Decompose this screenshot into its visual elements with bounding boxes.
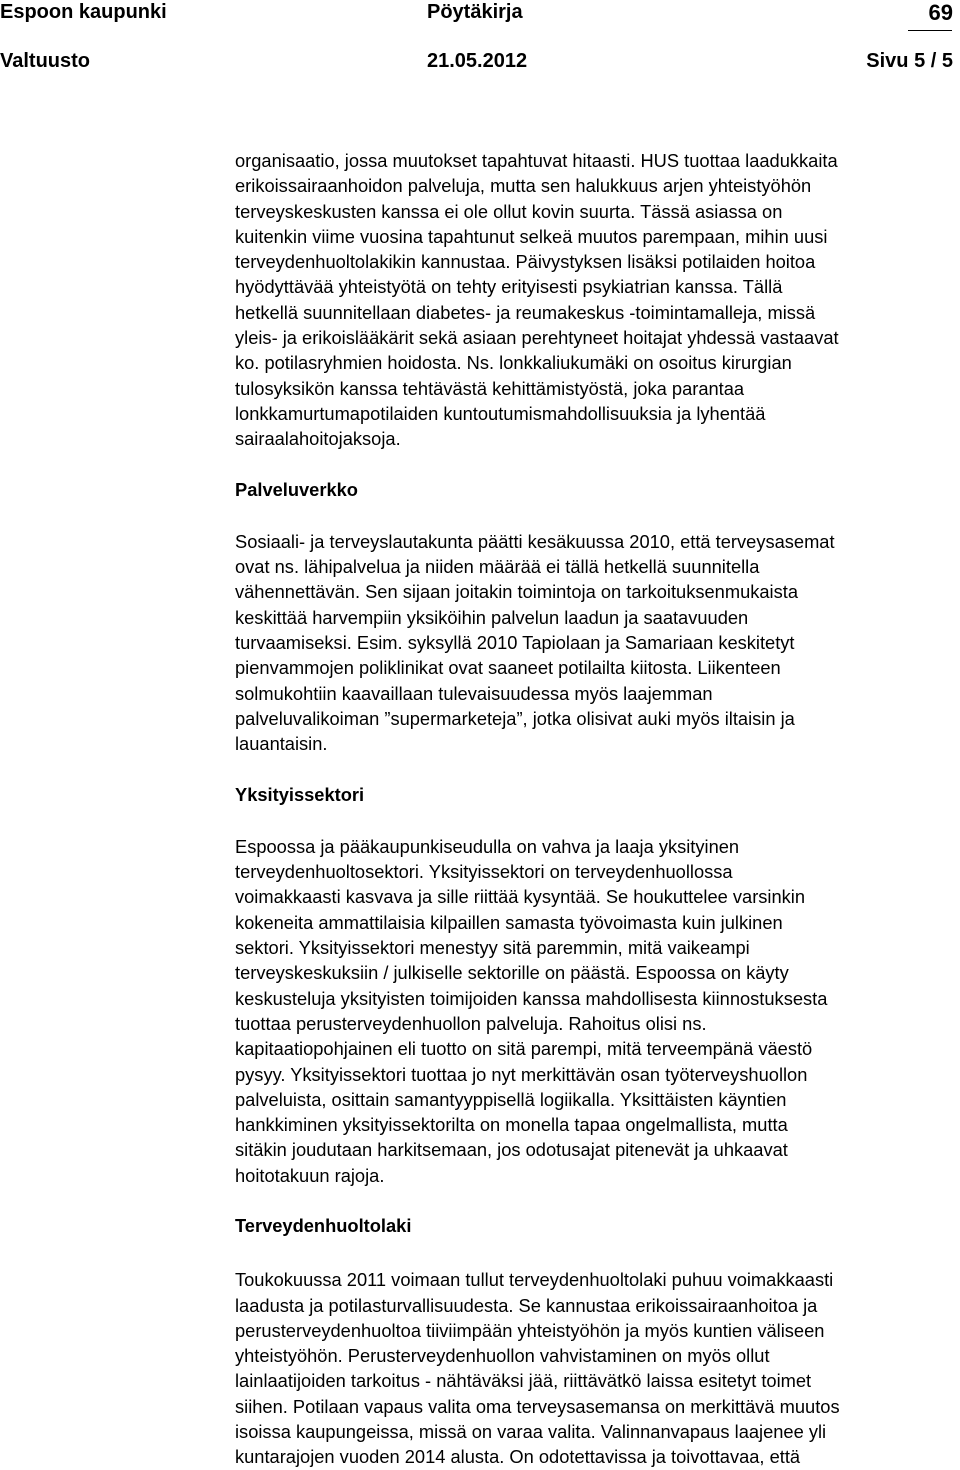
document-header [0, 0, 960, 80]
spacer [235, 452, 960, 477]
intro-paragraph: organisaatio, jossa muutokset tapahtuvat hitaasti. HUS tuottaa laadukkaita erikoissairaanhoidon palveluja, mutta sen halukkuus arjen yhteistyöhön terveyskeskusten kanssa ei ole ollut kovin suurta. Tässä asiassa on kuitenkin viime vuosina tapahtunut selkeä muutos parempaan, mihin uusi terveydenhuoltolakikin kannustaa. Päivystyksen lisäksi potilaiden hoitoa hyödyttävää yhteistyötä on tehty erityisesti psykiatrian kanssa. Tällä hetkellä suunnitellaan diabetes- ja reumakeskus -toimintamalleja, missä yleis- ja erikoislääkärit sekä asiaan perehtyneet hoitajat yhdessä vastaavat ko. potilasryhmien hoidosta. Ns. lonkkaliukumäki on osoitus kirurgian tulosyksikön kanssa tehtävästä kehittämistyöstä, joka parantaa lonkkamurtumapotilaiden kuntoutumismahdollisuuksia ja lyhentää sairaalahoitojaksoja. [235, 150, 839, 450]
page-number: 69 [928, 0, 953, 25]
section-heading-palveluverkko: Palveluverkko [235, 478, 358, 500]
section-heading-terveydenhuoltolaki: Terveydenhuoltolaki [235, 1214, 412, 1236]
page-number-underline [908, 30, 952, 31]
spacer [235, 1188, 960, 1213]
section-paragraph-palveluverkko: Sosiaali- ja terveyslautakunta päätti kesäkuussa 2010, että terveysasemat ovat ns. lähipalvelua ja niiden määrää ei tällä hetkellä suunnitella vähennettävän. Sen sijaan joitakin toimintoja on tarkoituksenmukaista keskittää harvempiin yksiköihin palvelun laadun ja saatavuuden turvaamiseksi. Esim. syksyllä 2010 Tapiolaan ja Samariaan keskitetyt pienvammojen poliklinikat ovat saaneet potilailta kiitosta. Liikenteen solmukohtiin kaavaillaan tulevaisuudessa myös laajemman palveluvalikoiman ”supermarketeja”, jotka olisivat auki myös iltaisin ja lauantaisin. [235, 530, 835, 755]
document-type: Pöytäkirja [427, 1, 523, 23]
document-body [235, 148, 960, 1470]
spacer [235, 757, 960, 782]
section-heading-yksityissektori: Yksityissektori [235, 783, 365, 805]
meeting-date: 21.05.2012 [427, 50, 528, 72]
spacer [235, 1238, 960, 1267]
spacer [235, 502, 960, 529]
spacer [235, 807, 960, 834]
body-name: Valtuusto [0, 50, 91, 72]
organization-name: Espoon kaupunki [0, 1, 167, 23]
header-row-bottom [0, 40, 960, 80]
section-paragraph-yksityissektori: Espoossa ja pääkaupunkiseudulla on vahva ja laaja yksityinen terveydenhuoltosektori. Yksityissektori on terveydenhuollossa voimakkaasti kasvava ja sille riittää kysyntää. Se houkuttelee varsinkin kokeneita ammattilaisia kilpaillen samasta työvoimasta kuin julkinen sektori. Yksityissektori menestyy sitä paremmin, mitä vaikeampi terveyskeskuksiin / julkiselle sektorille on päästä. Espoossa on käyty keskusteluja yksityisten toimijoiden kanssa mahdollisesta kiinnostuksesta tuottaa perusterveydenhuollon palveluja. Rahoitus olisi ns. kapitaatiopohjainen eli tuotto on sitä parempi, mitä terveempänä väestö pysyy. Yksityissektori tuottaa jo nyt merkittävän osan työterveyshuollon palveluista, osittain samantyyppisellä logiikalla. Yksittäisten käyntien hankkiminen yksityissektorilta on monella tapaa ongelmallista, mutta sitäkin joudutaan harkitsemaan, jos odotusajat pitenevät ja uhkaavat hoitotakuun rajoja. [235, 835, 828, 1186]
page-info: Sivu 5 / 5 [866, 50, 953, 72]
section-paragraph-terveydenhuoltolaki: Toukokuussa 2011 voimaan tullut terveydenhuoltolaki puhuu voimakkaasti laadusta ja potilasturvallisuudesta. Se kannustaa erikoissairaanhoitoa ja perusterveydenhuoltoa tiiviimpään yhteistyöhön ja myös kuntien väliseen yhteistyöhön. Perusterveydenhuollon vahvistaminen on myös ollut lainlaatijoiden tarkoitus - nähtäväksi jää, riittävätkö laissa esitetyt toimet siihen. Potilaan vapaus valita oma terveysasemansa on merkittävä muutos isoissa kaupungeissa, missä on varaa valita. Valinnanvapaus laajenee yli kuntarajojen vuoden 2014 alusta. On odotettavissa ja toivottavaa, että [235, 1269, 840, 1468]
header-row-top [0, 0, 960, 40]
